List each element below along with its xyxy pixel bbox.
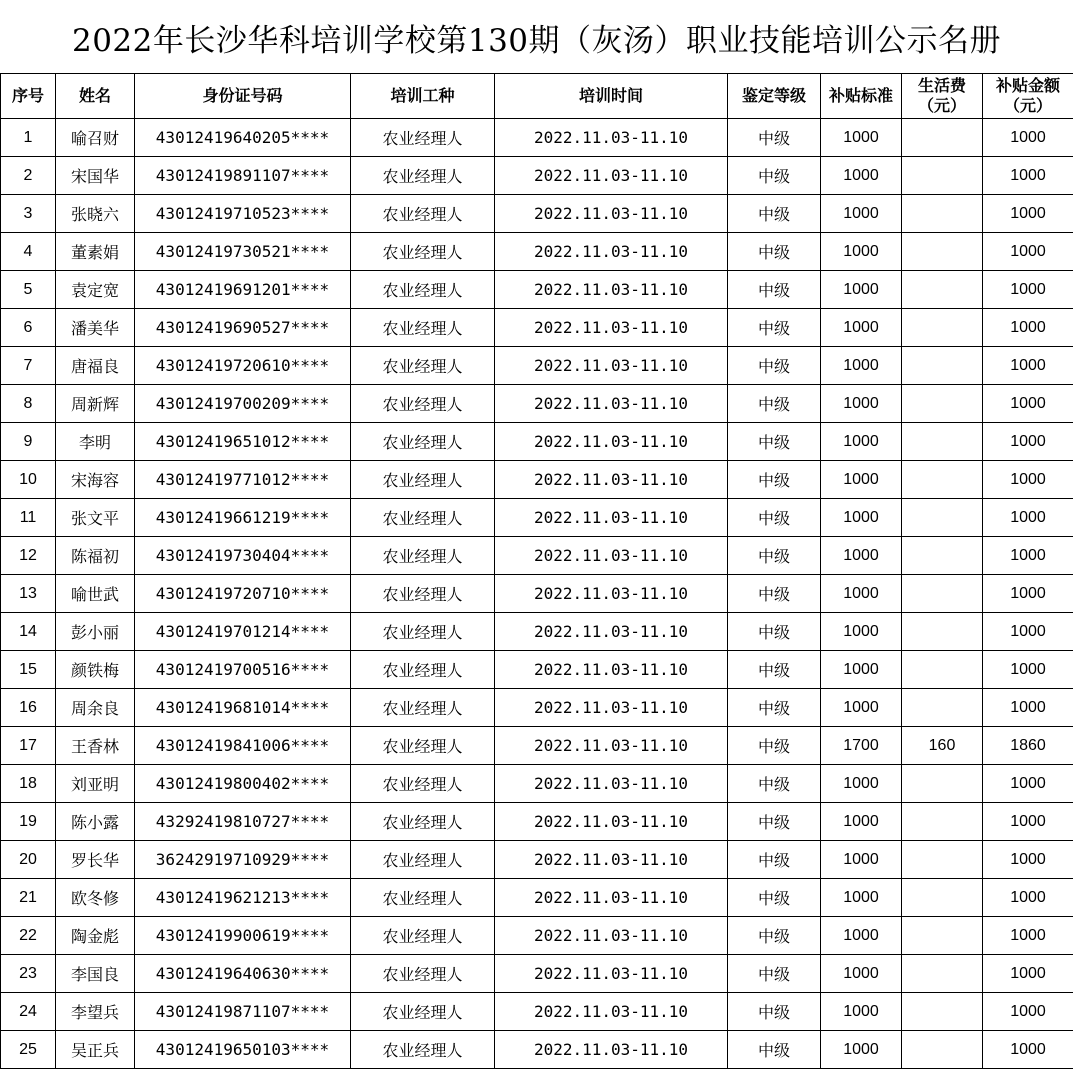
- trainee-name-cell: 周余良: [56, 689, 135, 727]
- id-number-cell: 43012419651012****: [135, 423, 351, 461]
- subsidy-standard-cell: 1000: [821, 803, 902, 841]
- assessment-level-cell: 中级: [728, 499, 821, 537]
- subsidy-standard-cell: 1000: [821, 271, 902, 309]
- assessment-level-cell: 中级: [728, 385, 821, 423]
- trainee-name-cell: 张晓六: [56, 195, 135, 233]
- trainee-name-cell: 欧冬修: [56, 879, 135, 917]
- training-trade-cell: 农业经理人: [351, 575, 495, 613]
- table-row: [1, 803, 1073, 841]
- subsidy-total-cell: 1000: [983, 233, 1073, 271]
- training-period-cell: 2022.11.03-11.10: [495, 195, 728, 233]
- id-number-cell: 43012419891107****: [135, 157, 351, 195]
- training-trade-cell: 农业经理人: [351, 803, 495, 841]
- row-number-cell: 15: [1, 651, 56, 689]
- subsidy-total-cell: 1000: [983, 195, 1073, 233]
- id-number-cell: 43012419700209****: [135, 385, 351, 423]
- living-expense-cell: [902, 499, 983, 537]
- training-period-cell: 2022.11.03-11.10: [495, 499, 728, 537]
- table-row: [1, 157, 1073, 195]
- table-row: [1, 727, 1073, 765]
- trainee-name-cell: 颜铁梅: [56, 651, 135, 689]
- table-row: [1, 1031, 1073, 1069]
- id-number-cell: 43012419841006****: [135, 727, 351, 765]
- row-number-cell: 2: [1, 157, 56, 195]
- subsidy-standard-cell: 1000: [821, 651, 902, 689]
- roster-table: [0, 73, 1073, 1069]
- id-number-cell: 43012419710523****: [135, 195, 351, 233]
- header-row: [1, 74, 1073, 119]
- row-number-cell: 21: [1, 879, 56, 917]
- table-row: [1, 385, 1073, 423]
- living-expense-cell: [902, 423, 983, 461]
- living-expense-cell: [902, 195, 983, 233]
- id-number-cell: 43012419640630****: [135, 955, 351, 993]
- training-trade-cell: 农业经理人: [351, 651, 495, 689]
- header-subsidy-total: 补贴金额（元）: [983, 74, 1073, 119]
- training-period-cell: 2022.11.03-11.10: [495, 841, 728, 879]
- training-trade-cell: 农业经理人: [351, 765, 495, 803]
- training-period-cell: 2022.11.03-11.10: [495, 765, 728, 803]
- assessment-level-cell: 中级: [728, 727, 821, 765]
- header-level: 鉴定等级: [728, 74, 821, 119]
- trainee-name-cell: 陶金彪: [56, 917, 135, 955]
- trainee-name-cell: 李望兵: [56, 993, 135, 1031]
- assessment-level-cell: 中级: [728, 765, 821, 803]
- subsidy-standard-cell: 1000: [821, 689, 902, 727]
- trainee-name-cell: 周新辉: [56, 385, 135, 423]
- subsidy-total-cell: 1000: [983, 841, 1073, 879]
- row-number-cell: 14: [1, 613, 56, 651]
- training-period-cell: 2022.11.03-11.10: [495, 689, 728, 727]
- training-trade-cell: 农业经理人: [351, 499, 495, 537]
- id-number-cell: 43012419640205****: [135, 119, 351, 157]
- header-period: 培训时间: [495, 74, 728, 119]
- trainee-name-cell: 张文平: [56, 499, 135, 537]
- trainee-name-cell: 喻召财: [56, 119, 135, 157]
- id-number-cell: 43012419720610****: [135, 347, 351, 385]
- table-row: [1, 271, 1073, 309]
- subsidy-standard-cell: 1700: [821, 727, 902, 765]
- training-trade-cell: 农业经理人: [351, 917, 495, 955]
- subsidy-total-cell: 1000: [983, 271, 1073, 309]
- assessment-level-cell: 中级: [728, 271, 821, 309]
- assessment-level-cell: 中级: [728, 651, 821, 689]
- training-period-cell: 2022.11.03-11.10: [495, 651, 728, 689]
- subsidy-standard-cell: 1000: [821, 537, 902, 575]
- living-expense-cell: [902, 841, 983, 879]
- id-number-cell: 43292419810727****: [135, 803, 351, 841]
- row-number-cell: 3: [1, 195, 56, 233]
- trainee-name-cell: 吴正兵: [56, 1031, 135, 1069]
- training-trade-cell: 农业经理人: [351, 423, 495, 461]
- subsidy-standard-cell: 1000: [821, 765, 902, 803]
- table-row: [1, 917, 1073, 955]
- id-number-cell: 43012419691201****: [135, 271, 351, 309]
- trainee-name-cell: 彭小丽: [56, 613, 135, 651]
- trainee-name-cell: 李国良: [56, 955, 135, 993]
- subsidy-total-cell: 1000: [983, 1031, 1073, 1069]
- training-trade-cell: 农业经理人: [351, 879, 495, 917]
- id-number-cell: 43012419871107****: [135, 993, 351, 1031]
- living-expense-cell: [902, 271, 983, 309]
- subsidy-standard-cell: 1000: [821, 233, 902, 271]
- living-expense-cell: [902, 537, 983, 575]
- roster-body: [1, 119, 1073, 1069]
- training-period-cell: 2022.11.03-11.10: [495, 1031, 728, 1069]
- subsidy-total-cell: 1000: [983, 879, 1073, 917]
- assessment-level-cell: 中级: [728, 195, 821, 233]
- row-number-cell: 10: [1, 461, 56, 499]
- training-trade-cell: 农业经理人: [351, 385, 495, 423]
- row-number-cell: 13: [1, 575, 56, 613]
- header-name: 姓名: [56, 74, 135, 119]
- trainee-name-cell: 李明: [56, 423, 135, 461]
- row-number-cell: 11: [1, 499, 56, 537]
- living-expense-cell: [902, 347, 983, 385]
- header-living-expense: 生活费（元）: [902, 74, 983, 119]
- training-trade-cell: 农业经理人: [351, 119, 495, 157]
- trainee-name-cell: 王香林: [56, 727, 135, 765]
- table-row: [1, 119, 1073, 157]
- assessment-level-cell: 中级: [728, 347, 821, 385]
- table-row: [1, 461, 1073, 499]
- assessment-level-cell: 中级: [728, 955, 821, 993]
- training-trade-cell: 农业经理人: [351, 613, 495, 651]
- training-period-cell: 2022.11.03-11.10: [495, 461, 728, 499]
- assessment-level-cell: 中级: [728, 119, 821, 157]
- table-row: [1, 993, 1073, 1031]
- training-trade-cell: 农业经理人: [351, 727, 495, 765]
- training-period-cell: 2022.11.03-11.10: [495, 537, 728, 575]
- id-number-cell: 43012419650103****: [135, 1031, 351, 1069]
- living-expense-cell: [902, 461, 983, 499]
- subsidy-total-cell: 1000: [983, 347, 1073, 385]
- assessment-level-cell: 中级: [728, 233, 821, 271]
- trainee-name-cell: 潘美华: [56, 309, 135, 347]
- id-number-cell: 43012419690527****: [135, 309, 351, 347]
- training-period-cell: 2022.11.03-11.10: [495, 271, 728, 309]
- row-number-cell: 23: [1, 955, 56, 993]
- subsidy-total-cell: 1000: [983, 499, 1073, 537]
- subsidy-standard-cell: 1000: [821, 879, 902, 917]
- training-period-cell: 2022.11.03-11.10: [495, 233, 728, 271]
- training-period-cell: 2022.11.03-11.10: [495, 575, 728, 613]
- training-period-cell: 2022.11.03-11.10: [495, 157, 728, 195]
- training-period-cell: 2022.11.03-11.10: [495, 347, 728, 385]
- id-number-cell: 43012419730404****: [135, 537, 351, 575]
- living-expense-cell: [902, 233, 983, 271]
- id-number-cell: 43012419701214****: [135, 613, 351, 651]
- living-expense-cell: [902, 309, 983, 347]
- subsidy-total-cell: 1000: [983, 993, 1073, 1031]
- assessment-level-cell: 中级: [728, 423, 821, 461]
- training-trade-cell: 农业经理人: [351, 347, 495, 385]
- subsidy-standard-cell: 1000: [821, 309, 902, 347]
- row-number-cell: 6: [1, 309, 56, 347]
- table-row: [1, 347, 1073, 385]
- id-number-cell: 36242919710929****: [135, 841, 351, 879]
- trainee-name-cell: 喻世武: [56, 575, 135, 613]
- id-number-cell: 43012419900619****: [135, 917, 351, 955]
- table-row: [1, 765, 1073, 803]
- training-trade-cell: 农业经理人: [351, 309, 495, 347]
- row-number-cell: 9: [1, 423, 56, 461]
- assessment-level-cell: 中级: [728, 537, 821, 575]
- row-number-cell: 17: [1, 727, 56, 765]
- header-subsidy-standard: 补贴标准: [821, 74, 902, 119]
- subsidy-total-cell: 1860: [983, 727, 1073, 765]
- subsidy-standard-cell: 1000: [821, 993, 902, 1031]
- training-period-cell: 2022.11.03-11.10: [495, 993, 728, 1031]
- living-expense-cell: [902, 651, 983, 689]
- table-row: [1, 689, 1073, 727]
- document-title: 2022年长沙华科培训学校第130期（灰汤）职业技能培训公示名册: [71, 22, 1002, 59]
- training-trade-cell: 农业经理人: [351, 689, 495, 727]
- training-period-cell: 2022.11.03-11.10: [495, 917, 728, 955]
- living-expense-cell: [902, 879, 983, 917]
- training-trade-cell: 农业经理人: [351, 1031, 495, 1069]
- assessment-level-cell: 中级: [728, 841, 821, 879]
- trainee-name-cell: 宋国华: [56, 157, 135, 195]
- subsidy-total-cell: 1000: [983, 119, 1073, 157]
- id-number-cell: 43012419700516****: [135, 651, 351, 689]
- living-expense-cell: [902, 689, 983, 727]
- id-number-cell: 43012419720710****: [135, 575, 351, 613]
- subsidy-standard-cell: 1000: [821, 575, 902, 613]
- training-trade-cell: 农业经理人: [351, 993, 495, 1031]
- table-row: [1, 841, 1073, 879]
- subsidy-total-cell: 1000: [983, 537, 1073, 575]
- trainee-name-cell: 宋海容: [56, 461, 135, 499]
- table-row: [1, 423, 1073, 461]
- subsidy-total-cell: 1000: [983, 955, 1073, 993]
- training-trade-cell: 农业经理人: [351, 195, 495, 233]
- assessment-level-cell: 中级: [728, 613, 821, 651]
- row-number-cell: 8: [1, 385, 56, 423]
- trainee-name-cell: 董素娟: [56, 233, 135, 271]
- id-number-cell: 43012419621213****: [135, 879, 351, 917]
- subsidy-standard-cell: 1000: [821, 1031, 902, 1069]
- table-row: [1, 575, 1073, 613]
- id-number-cell: 43012419800402****: [135, 765, 351, 803]
- row-number-cell: 4: [1, 233, 56, 271]
- table-row: [1, 651, 1073, 689]
- living-expense-cell: [902, 119, 983, 157]
- training-trade-cell: 农业经理人: [351, 841, 495, 879]
- row-number-cell: 22: [1, 917, 56, 955]
- table-row: [1, 879, 1073, 917]
- training-period-cell: 2022.11.03-11.10: [495, 423, 728, 461]
- row-number-cell: 20: [1, 841, 56, 879]
- row-number-cell: 16: [1, 689, 56, 727]
- trainee-name-cell: 陈小露: [56, 803, 135, 841]
- training-trade-cell: 农业经理人: [351, 955, 495, 993]
- subsidy-standard-cell: 1000: [821, 461, 902, 499]
- living-expense-cell: [902, 955, 983, 993]
- subsidy-standard-cell: 1000: [821, 195, 902, 233]
- training-trade-cell: 农业经理人: [351, 157, 495, 195]
- living-expense-cell: [902, 765, 983, 803]
- subsidy-total-cell: 1000: [983, 575, 1073, 613]
- row-number-cell: 24: [1, 993, 56, 1031]
- table-row: [1, 613, 1073, 651]
- assessment-level-cell: 中级: [728, 689, 821, 727]
- header-id: 身份证号码: [135, 74, 351, 119]
- row-number-cell: 19: [1, 803, 56, 841]
- row-number-cell: 18: [1, 765, 56, 803]
- living-expense-cell: [902, 575, 983, 613]
- subsidy-total-cell: 1000: [983, 689, 1073, 727]
- training-period-cell: 2022.11.03-11.10: [495, 879, 728, 917]
- subsidy-total-cell: 1000: [983, 765, 1073, 803]
- training-period-cell: 2022.11.03-11.10: [495, 119, 728, 157]
- living-expense-cell: [902, 803, 983, 841]
- subsidy-standard-cell: 1000: [821, 385, 902, 423]
- id-number-cell: 43012419661219****: [135, 499, 351, 537]
- living-expense-cell: 160: [902, 727, 983, 765]
- id-number-cell: 43012419681014****: [135, 689, 351, 727]
- living-expense-cell: [902, 917, 983, 955]
- training-trade-cell: 农业经理人: [351, 233, 495, 271]
- subsidy-total-cell: 1000: [983, 803, 1073, 841]
- trainee-name-cell: 罗长华: [56, 841, 135, 879]
- assessment-level-cell: 中级: [728, 157, 821, 195]
- id-number-cell: 43012419771012****: [135, 461, 351, 499]
- subsidy-standard-cell: 1000: [821, 955, 902, 993]
- assessment-level-cell: 中级: [728, 879, 821, 917]
- training-period-cell: 2022.11.03-11.10: [495, 385, 728, 423]
- subsidy-standard-cell: 1000: [821, 157, 902, 195]
- assessment-level-cell: 中级: [728, 993, 821, 1031]
- trainee-name-cell: 唐福良: [56, 347, 135, 385]
- header-trade: 培训工种: [351, 74, 495, 119]
- training-trade-cell: 农业经理人: [351, 271, 495, 309]
- subsidy-standard-cell: 1000: [821, 613, 902, 651]
- id-number-cell: 43012419730521****: [135, 233, 351, 271]
- living-expense-cell: [902, 1031, 983, 1069]
- subsidy-standard-cell: 1000: [821, 917, 902, 955]
- trainee-name-cell: 袁定宽: [56, 271, 135, 309]
- training-period-cell: 2022.11.03-11.10: [495, 309, 728, 347]
- subsidy-standard-cell: 1000: [821, 119, 902, 157]
- training-period-cell: 2022.11.03-11.10: [495, 803, 728, 841]
- subsidy-total-cell: 1000: [983, 461, 1073, 499]
- living-expense-cell: [902, 613, 983, 651]
- subsidy-total-cell: 1000: [983, 917, 1073, 955]
- table-row: [1, 955, 1073, 993]
- row-number-cell: 1: [1, 119, 56, 157]
- subsidy-total-cell: 1000: [983, 613, 1073, 651]
- assessment-level-cell: 中级: [728, 917, 821, 955]
- subsidy-standard-cell: 1000: [821, 423, 902, 461]
- assessment-level-cell: 中级: [728, 575, 821, 613]
- subsidy-total-cell: 1000: [983, 385, 1073, 423]
- training-trade-cell: 农业经理人: [351, 461, 495, 499]
- table-row: [1, 233, 1073, 271]
- table-row: [1, 195, 1073, 233]
- living-expense-cell: [902, 157, 983, 195]
- row-number-cell: 5: [1, 271, 56, 309]
- subsidy-standard-cell: 1000: [821, 499, 902, 537]
- assessment-level-cell: 中级: [728, 461, 821, 499]
- trainee-name-cell: 陈福初: [56, 537, 135, 575]
- assessment-level-cell: 中级: [728, 803, 821, 841]
- training-period-cell: 2022.11.03-11.10: [495, 613, 728, 651]
- training-period-cell: 2022.11.03-11.10: [495, 727, 728, 765]
- row-number-cell: 25: [1, 1031, 56, 1069]
- table-row: [1, 309, 1073, 347]
- table-row: [1, 499, 1073, 537]
- subsidy-standard-cell: 1000: [821, 841, 902, 879]
- training-trade-cell: 农业经理人: [351, 537, 495, 575]
- subsidy-total-cell: 1000: [983, 157, 1073, 195]
- row-number-cell: 7: [1, 347, 56, 385]
- subsidy-total-cell: 1000: [983, 651, 1073, 689]
- assessment-level-cell: 中级: [728, 309, 821, 347]
- header-no: 序号: [1, 74, 56, 119]
- subsidy-total-cell: 1000: [983, 423, 1073, 461]
- subsidy-standard-cell: 1000: [821, 347, 902, 385]
- training-period-cell: 2022.11.03-11.10: [495, 955, 728, 993]
- subsidy-total-cell: 1000: [983, 309, 1073, 347]
- trainee-name-cell: 刘亚明: [56, 765, 135, 803]
- row-number-cell: 12: [1, 537, 56, 575]
- living-expense-cell: [902, 993, 983, 1031]
- assessment-level-cell: 中级: [728, 1031, 821, 1069]
- table-row: [1, 537, 1073, 575]
- living-expense-cell: [902, 385, 983, 423]
